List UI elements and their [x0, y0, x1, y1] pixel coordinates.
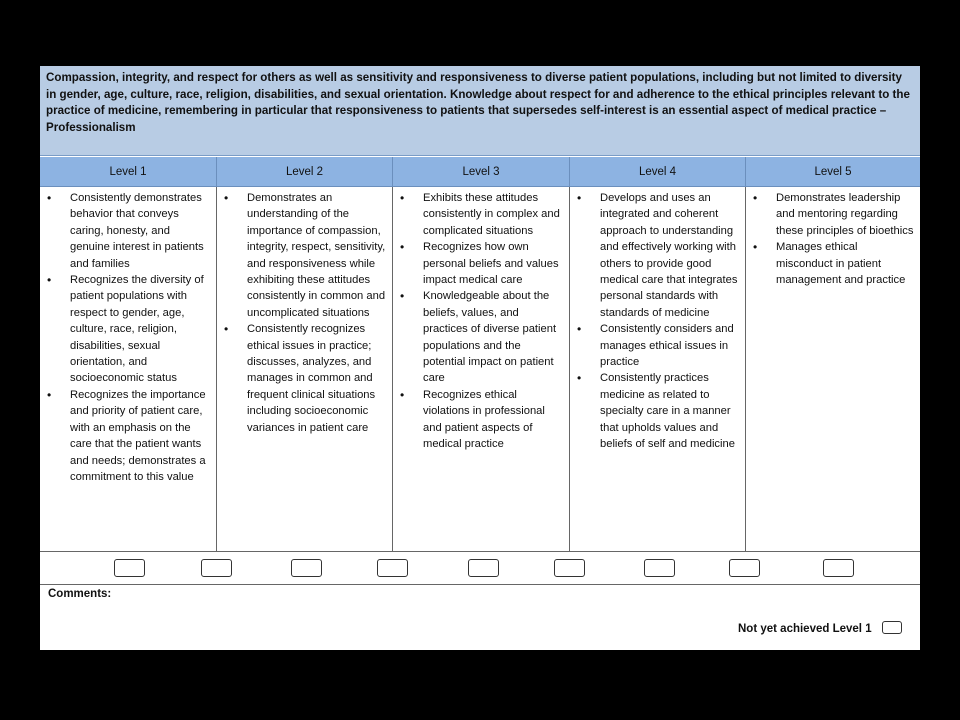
- level-3-item: • Exhibits these attitudes consistently in complex and complicated situations: [397, 190, 565, 239]
- not-yet-achieved-label: Not yet achieved Level 1: [738, 623, 872, 635]
- not-yet-achieved-checkbox[interactable]: [882, 621, 902, 634]
- level-2-column: [217, 187, 393, 551]
- level-5-item: • Demonstrates leadership and mentoring regarding these principles of bioethics: [750, 190, 916, 239]
- level-1-item: • Recognizes the importance and priority of patient care, with an emphasis on the care that the patient wants and needs; demonstrates a commitment to this value: [44, 387, 212, 485]
- rating-checkbox[interactable]: [377, 559, 408, 577]
- rating-checkbox[interactable]: [468, 559, 499, 577]
- level-3-item: • Recognizes ethical violations in professional and patient aspects of medical practice: [397, 387, 565, 453]
- rating-checkbox[interactable]: [291, 559, 322, 577]
- level-4-item: • Consistently practices medicine as related to specialty care in a manner that upholds values and beliefs of self and medicine: [574, 370, 741, 452]
- rating-checkbox[interactable]: [644, 559, 675, 577]
- level-4-item: • Develops and uses an integrated and coherent approach to understanding and effectively working with others to provide good medical care that integrates personal standards with standards of medicine: [574, 190, 741, 321]
- level-3-column: [393, 187, 570, 551]
- level-1-header: Level 1: [40, 157, 217, 186]
- level-4-item: • Consistently considers and manages ethical issues in practice: [574, 321, 741, 370]
- level-1-column: [40, 187, 217, 551]
- level-2-item: • Consistently recognizes ethical issues in practice; discusses, analyzes, and manages in common and frequent clinical situations including socioeconomic variances in patient care: [221, 321, 388, 436]
- level-1-item: • Consistently demonstrates behavior that conveys caring, honesty, and genuine interest in patients and families: [44, 190, 212, 272]
- comments-label: Comments:: [48, 588, 112, 600]
- competency-description: Compassion, integrity, and respect for others as well as sensitivity and responsiveness to diverse patient populations, including but not limited to diversity in gender, age, culture, race, religion, disabilities, and sexual orientation. Knowledge about respect for and adherence to the ethical principles relevant to the practice of medicine, remembering in particular that responsiveness to patients that supersedes self-interest is an essential aspect of medical practice – Professionalism: [40, 66, 920, 156]
- rating-checkbox[interactable]: [729, 559, 760, 577]
- rating-checkbox[interactable]: [114, 559, 145, 577]
- level-3-item: • Knowledgeable about the beliefs, values, and practices of diverse patient populations and the potential impact on patient care: [397, 288, 565, 386]
- level-header-row: [40, 157, 920, 187]
- milestone-form: [40, 66, 920, 650]
- rating-checkbox-row: [40, 552, 920, 585]
- level-3-header: Level 3: [393, 157, 570, 186]
- level-2-header: Level 2: [217, 157, 393, 186]
- level-5-column: [746, 187, 920, 551]
- rating-checkbox[interactable]: [554, 559, 585, 577]
- level-3-item: • Recognizes how own personal beliefs and values impact medical care: [397, 239, 565, 288]
- level-4-column: [570, 187, 746, 551]
- rating-checkbox[interactable]: [201, 559, 232, 577]
- level-5-item: • Manages ethical misconduct in patient management and practice: [750, 239, 916, 288]
- level-descriptions: [40, 187, 920, 552]
- level-5-header: Level 5: [814, 165, 852, 178]
- level-2-item: • Demonstrates an understanding of the importance of compassion, integrity, respect, sensitivity, and responsiveness while exhibiting these attitudes consistently in common and uncomplicated situations: [221, 190, 388, 321]
- rating-checkbox[interactable]: [823, 559, 854, 577]
- level-1-item: • Recognizes the diversity of patient populations with respect to gender, age, culture, race, religion, disabilities, sexual orientation, and socioeconomic status: [44, 272, 212, 387]
- level-4-header: Level 4: [570, 157, 746, 186]
